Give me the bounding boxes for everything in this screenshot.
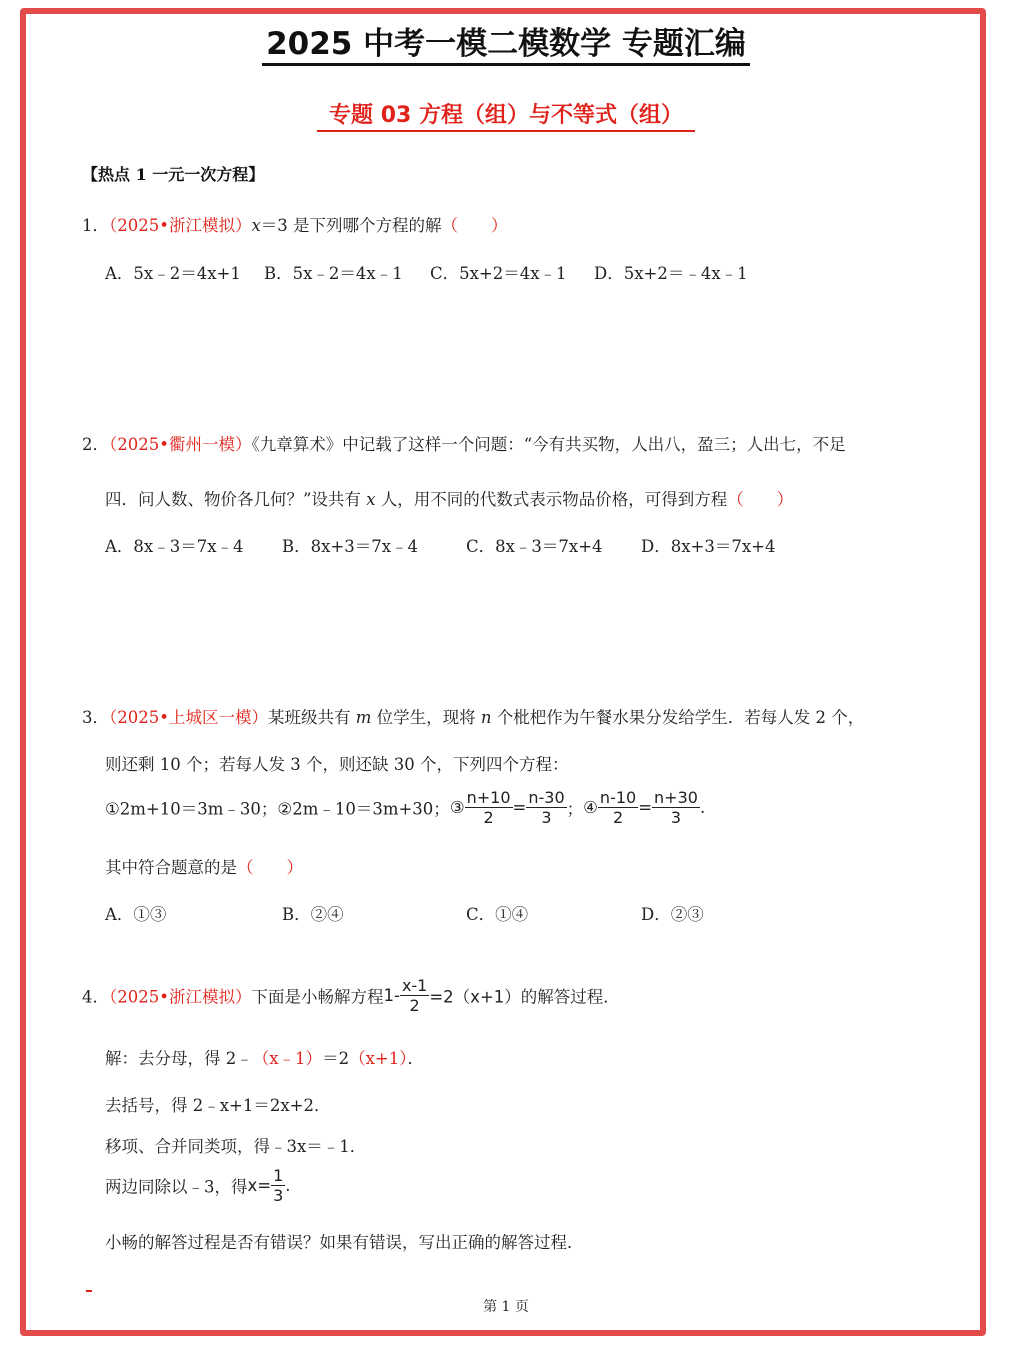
page-number: 第 1 页 bbox=[483, 1299, 529, 1315]
fraction-1-over-3: $\frac{1}{3}$ bbox=[273, 1166, 284, 1205]
question-3-option-d: D．②③ bbox=[641, 905, 704, 924]
question-1-option-d: D．5x+2＝﹣4x﹣1 bbox=[594, 264, 748, 283]
question-3-option-a: A．①③ bbox=[105, 905, 167, 924]
question-3-option-c: C．①④ bbox=[466, 905, 529, 924]
solution-step-4: 两边同除以﹣3，得x= $\frac{1}{3}$ . bbox=[105, 1166, 291, 1205]
question-3-prompt: 其中符合题意的是（ ） bbox=[105, 858, 303, 877]
fraction-n-minus-10-over-2: $\frac{n-10}{2}$ bbox=[599, 788, 637, 827]
question-2-stem-line-2: 四．问人数、物价各几何？”设共有 x 人，用不同的代数式表示物品价格，可得到方程（ ） bbox=[105, 490, 794, 509]
question-2-option-d: D．8x+3＝7x+4 bbox=[641, 537, 776, 556]
question-3-stem-line-1: 3．（2025•上城区一模）某班级共有 m 位学生，现将 n 个枇杷作为午餐水果分发给学生．若每人发 2 个， bbox=[82, 708, 865, 727]
section-heading: 【热点 1 一元一次方程】 bbox=[82, 165, 265, 184]
question-1-option-c: C．5x+2＝4x﹣1 bbox=[430, 264, 567, 283]
solution-step-3: 移项、合并同类项，得﹣3x＝﹣1． bbox=[105, 1137, 367, 1156]
fraction-n-plus-30-over-3: $\frac{n+30}{3}$ bbox=[654, 788, 698, 827]
solution-step-2: 去括号，得 2﹣x+1＝2x+2． bbox=[105, 1096, 331, 1115]
question-2-option-c: C．8x﹣3＝7x+4 bbox=[466, 537, 603, 556]
topic-title: 专题 03 方程（组）与不等式（组） bbox=[0, 98, 1012, 129]
margin-mark bbox=[86, 1290, 92, 1292]
question-1-option-b: B．5x﹣2＝4x﹣1 bbox=[264, 264, 403, 283]
fraction-n-minus-30-over-3: $\frac{n-30}{3}$ bbox=[528, 788, 565, 827]
fraction-x-minus-1-over-2: $\frac{x-1}{2}$ bbox=[401, 976, 428, 1015]
question-4-stem: 4．（2025•浙江模拟）下面是小畅解方程1- $\frac{x-1}{2}$ =2（x+1）的解答过程． bbox=[82, 976, 620, 1015]
question-1-option-a: A．5x﹣2＝4x+1 bbox=[105, 264, 241, 283]
question-4-prompt: 小畅的解答过程是否有错误？如果有错误，写出正确的解答过程． bbox=[105, 1233, 584, 1252]
question-2-option-a: A．8x﹣3＝7x﹣4 bbox=[105, 537, 244, 556]
question-2-option-b: B．8x+3＝7x﹣4 bbox=[282, 537, 419, 556]
question-2-stem-line-1: 2．（2025•衢州一模）《九章算术》中记载了这样一个问题：“今有共买物，人出八，盈三；人出七，不足 bbox=[82, 435, 846, 454]
question-3-equations: ①2m+10＝3m﹣30；②2m﹣10＝3m+30；③ $\frac{n+10}{2}$ = $\frac{n-30}{3}$ ；④ $\frac{n-10}{2}$ = $\frac{n+30}{3}$ . bbox=[105, 788, 706, 827]
document-title: 2025 中考一模二模数学 专题汇编 bbox=[0, 18, 1012, 63]
solution-step-1: 解：去分母，得 2﹣（x﹣1）＝2（x+1）． bbox=[105, 1049, 424, 1068]
fraction-n-plus-10-over-2: $\frac{n+10}{2}$ bbox=[466, 788, 511, 827]
question-3-stem-line-2: 则还剩 10 个；若每人发 3 个，则还缺 30 个，下列四个方程： bbox=[105, 755, 569, 774]
question-1-stem: 1．（2025•浙江模拟）x＝3 是下列哪个方程的解（ ） bbox=[82, 216, 508, 235]
question-3-option-b: B．②④ bbox=[282, 905, 344, 924]
